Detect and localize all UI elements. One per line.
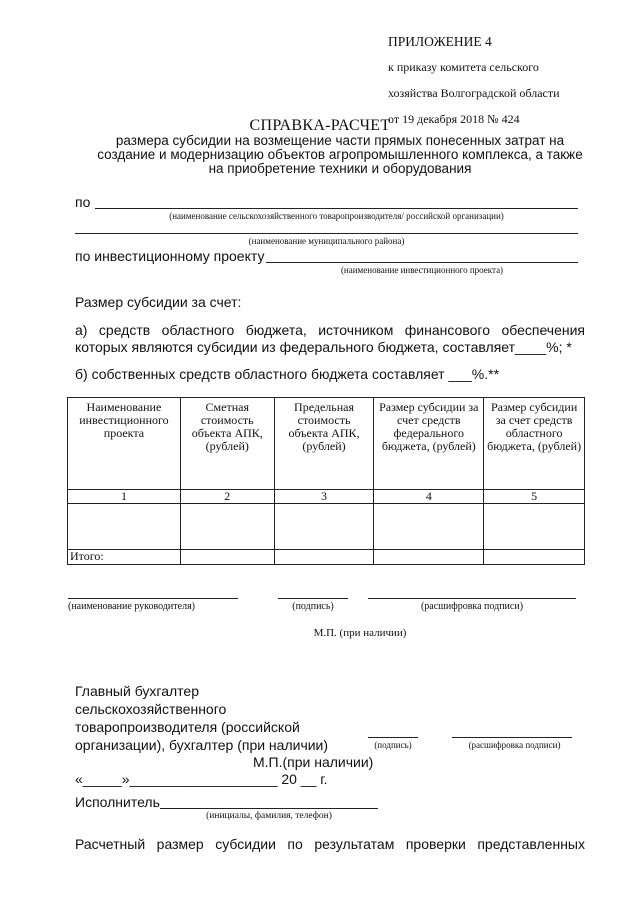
executor-hint: (инициалы, фамилия, телефон) bbox=[206, 811, 332, 821]
table-header-cell: Предельная стоимость объекта АПК, (рублей) bbox=[274, 398, 374, 490]
table-cell[interactable] bbox=[68, 504, 181, 550]
project-hint: (наименование инвестиционного проекта) bbox=[340, 265, 504, 275]
table-cell[interactable] bbox=[374, 550, 484, 565]
appendix-line-3: от 19 декабря 2018 № 424 bbox=[388, 112, 520, 126]
document-title: СПРАВКА-РАСЧЕТ bbox=[249, 117, 391, 134]
table-header-row bbox=[68, 398, 585, 490]
head-sign-hint: (подпись) bbox=[292, 601, 334, 612]
head-sign-line[interactable] bbox=[278, 598, 348, 599]
subtitle-line-3: на приобретение техники и оборудования bbox=[208, 161, 472, 176]
table-cell[interactable] bbox=[484, 504, 585, 550]
accountant-date-line[interactable]: «_____»___________________ 20 __ г. bbox=[75, 771, 328, 787]
head-decode-line[interactable] bbox=[368, 598, 576, 599]
head-decode-hint: (расшифровка подписи) bbox=[420, 601, 524, 612]
project-input-line[interactable] bbox=[266, 262, 578, 263]
table-number-cell: 1 bbox=[68, 490, 181, 504]
calculation-table bbox=[67, 397, 585, 565]
appendix-title: ПРИЛОЖЕНИЕ 4 bbox=[388, 34, 492, 49]
table-cell[interactable] bbox=[484, 550, 585, 565]
table-header-cell: Сметная стоимость объекта АПК, (рублей) bbox=[180, 398, 274, 490]
head-name-line[interactable] bbox=[68, 598, 238, 599]
document-subtitle bbox=[60, 134, 620, 176]
table-cell[interactable] bbox=[274, 550, 374, 565]
table-header-cell: Размер субсидии за счет средств областного бюджета, (рублей) bbox=[484, 398, 585, 490]
subsidy-item-b: б) собственных средств областного бюджета составляет ___%.** bbox=[75, 366, 500, 382]
district-input-line[interactable] bbox=[75, 233, 578, 234]
table-number-cell: 4 bbox=[374, 490, 484, 504]
accountant-line-1: Главный бухгалтер bbox=[75, 683, 199, 699]
accountant-decode-line[interactable] bbox=[452, 737, 572, 738]
head-name-hint: (наименование руководителя) bbox=[68, 601, 196, 612]
table-cell[interactable] bbox=[180, 504, 274, 550]
table-number-cell: 2 bbox=[180, 490, 274, 504]
producer-hint: (наименование сельскохозяйственного товаропроизводителя/ российской организации) bbox=[169, 211, 504, 221]
table-number-cell: 3 bbox=[274, 490, 374, 504]
head-stamp: М.П. (при наличии) bbox=[313, 627, 407, 639]
table-header-cell: Размер субсидии за счет средств федерального бюджета, (рублей) bbox=[374, 398, 484, 490]
accountant-line-2: сельскохозяйственного bbox=[75, 701, 227, 717]
accountant-decode-hint: (расшифровка подписи) bbox=[468, 740, 561, 750]
table-total-label: Итого: bbox=[68, 550, 181, 565]
table-cell[interactable] bbox=[180, 550, 274, 565]
accountant-stamp: М.П.(при наличии) bbox=[253, 754, 374, 770]
executor-label: Исполнитель bbox=[75, 794, 160, 810]
district-hint: (наименование муниципального района) bbox=[248, 236, 405, 246]
subsidy-heading: Размер субсидии за счет: bbox=[75, 294, 242, 310]
table-header-cell: Наименование инвестиционного проекта bbox=[68, 398, 181, 490]
accountant-sign-line[interactable] bbox=[368, 737, 418, 738]
table-row bbox=[68, 504, 585, 550]
subtitle-line-2: создание и модернизацию объектов агропромышленного комплекса, а также bbox=[97, 147, 583, 162]
appendix-line-2: хозяйства Волгоградской области bbox=[388, 86, 560, 100]
subsidy-item-a-line-2: которых являются субсидии из федерального бюджета, составляет____%; * bbox=[75, 339, 572, 355]
table-number-cell: 5 bbox=[484, 490, 585, 504]
footer-text: Расчетный размер субсидии по результатам проверки представленных bbox=[75, 836, 585, 852]
subtitle-line-1: размера субсидии на возмещение части прямых понесенных затрат на bbox=[115, 133, 565, 148]
executor-input-line[interactable] bbox=[160, 808, 378, 809]
producer-input-line[interactable] bbox=[95, 208, 578, 209]
table-total-row bbox=[68, 550, 585, 565]
project-label: по инвестиционному проекту bbox=[75, 248, 265, 264]
table-number-row bbox=[68, 490, 585, 504]
table-cell[interactable] bbox=[374, 504, 484, 550]
accountant-line-3: товаропроизводителя (российской bbox=[75, 719, 300, 735]
po-label: по bbox=[75, 194, 91, 210]
accountant-label bbox=[75, 682, 328, 754]
table-cell[interactable] bbox=[274, 504, 374, 550]
appendix-line-1: к приказу комитета сельского bbox=[388, 60, 539, 74]
subsidy-item-a-line-1: а) средств областного бюджета, источником финансового обеспечения bbox=[75, 322, 585, 338]
accountant-line-4: организации), бухгалтер (при наличии) bbox=[75, 737, 329, 753]
accountant-sign-hint: (подпись) bbox=[374, 740, 412, 750]
